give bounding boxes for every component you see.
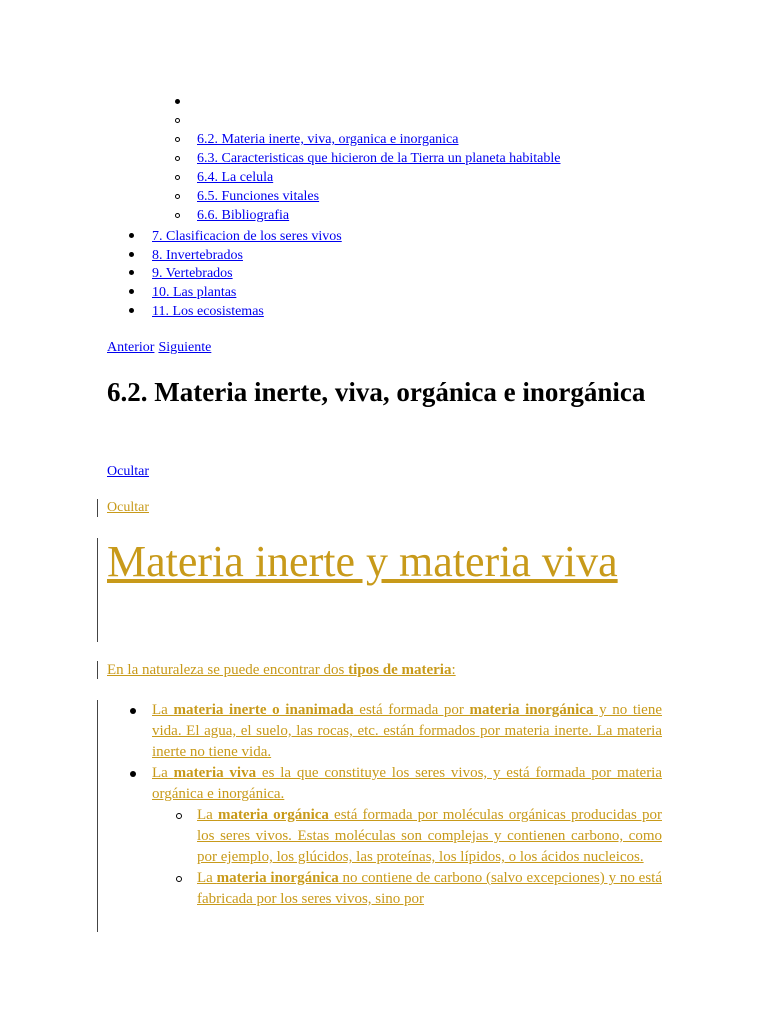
text: La	[197, 870, 217, 886]
quote-bar	[97, 700, 98, 932]
term-inert: materia inerte o inanimada	[173, 702, 354, 718]
text: La	[152, 702, 174, 718]
main-heading-text: Materia inerte y materia viva	[107, 537, 618, 586]
toc-link-6-5[interactable]: 6.5. Funciones vitales	[197, 189, 320, 204]
sublist-item-organic	[107, 805, 662, 868]
intro-text-a: En la naturaleza se puede encontrar dos	[107, 662, 349, 678]
quote-bar	[97, 499, 98, 517]
toc-link-11[interactable]: 11. Los ecosistemas	[152, 304, 264, 319]
disc-bullet	[130, 771, 136, 777]
text: está formada por moléculas orgánicas producidas por los seres vivos. Estas moléculas son complejas y contienen carbono, como por ejemplo, los glúcidos, las proteínas, los lípidos, o los ácidos nucleicos.	[197, 807, 662, 865]
section-title: 6.2. Materia inerte, viva, orgánica e inorgánica	[107, 377, 646, 407]
list-item-inert	[107, 700, 662, 763]
text: no contiene de carbono (salvo excepciones) y no está fabricada por los seres vivos, sino por	[197, 870, 662, 907]
term-inorganic: materia inorgánica	[469, 702, 594, 718]
toc-link-6-3[interactable]: 6.3. Caracteristicas que hicieron de la Tierra un planeta habitable	[197, 151, 561, 166]
empty-bullet	[175, 99, 180, 104]
toc-link-10[interactable]: 10. Las plantas	[152, 285, 237, 300]
term-alive: materia viva	[173, 765, 257, 781]
intro-text	[107, 662, 456, 679]
disc-bullet	[129, 289, 134, 294]
previous-link[interactable]: Anterior	[107, 340, 155, 355]
circle-bullet	[176, 876, 182, 882]
circle-bullet	[175, 194, 180, 199]
disc-bullet	[129, 233, 134, 238]
toc-link-7[interactable]: 7. Clasificacion de los seres vivos	[152, 229, 342, 244]
disc-bullet	[129, 270, 134, 275]
hide-link[interactable]: Ocultar	[107, 464, 149, 479]
page-navigation	[107, 340, 215, 356]
circle-bullet	[175, 175, 180, 180]
next-link[interactable]: Siguiente	[158, 340, 212, 355]
toc-link-6-6[interactable]: 6.6. Bibliografia	[197, 208, 290, 223]
main-heading	[107, 536, 667, 588]
text: está formada por	[353, 702, 470, 718]
text: y no tiene vida. El agua, el suelo, las rocas, etc. están formados por materia inerte. La materia inerte no tiene vida.	[152, 702, 663, 760]
list-item-alive	[107, 763, 662, 805]
quote-bar	[97, 661, 98, 679]
sublist-item-inorganic	[107, 868, 662, 910]
hide-link-secondary[interactable]: Ocultar	[107, 500, 149, 515]
text: La	[152, 765, 174, 781]
term-inorganic-matter: materia inorgánica	[216, 870, 339, 886]
term-organic: materia orgánica	[217, 807, 329, 823]
toc-link-6-2[interactable]: 6.2. Materia inerte, viva, organica e inorganica	[197, 132, 459, 147]
toc-link-6-4[interactable]: 6.4. La celula	[197, 170, 274, 185]
disc-bullet	[129, 308, 134, 313]
toc-link-9[interactable]: 9. Vertebrados	[152, 266, 233, 281]
circle-bullet	[176, 813, 182, 819]
intro-end: :	[451, 662, 456, 678]
text: La	[197, 807, 218, 823]
circle-bullet	[175, 213, 180, 218]
circle-bullet	[175, 156, 180, 161]
toc-link-8[interactable]: 8. Invertebrados	[152, 248, 243, 263]
empty-circle-bullet	[175, 118, 180, 123]
quote-bar	[97, 538, 98, 642]
disc-bullet	[129, 252, 134, 257]
matter-types-list	[107, 700, 662, 910]
intro-bold: tipos de materia	[348, 662, 452, 678]
disc-bullet	[130, 708, 136, 714]
text: es la que constituye los seres vivos, y está formada por materia orgánica e inorgánica.	[152, 765, 663, 802]
circle-bullet	[175, 137, 180, 142]
